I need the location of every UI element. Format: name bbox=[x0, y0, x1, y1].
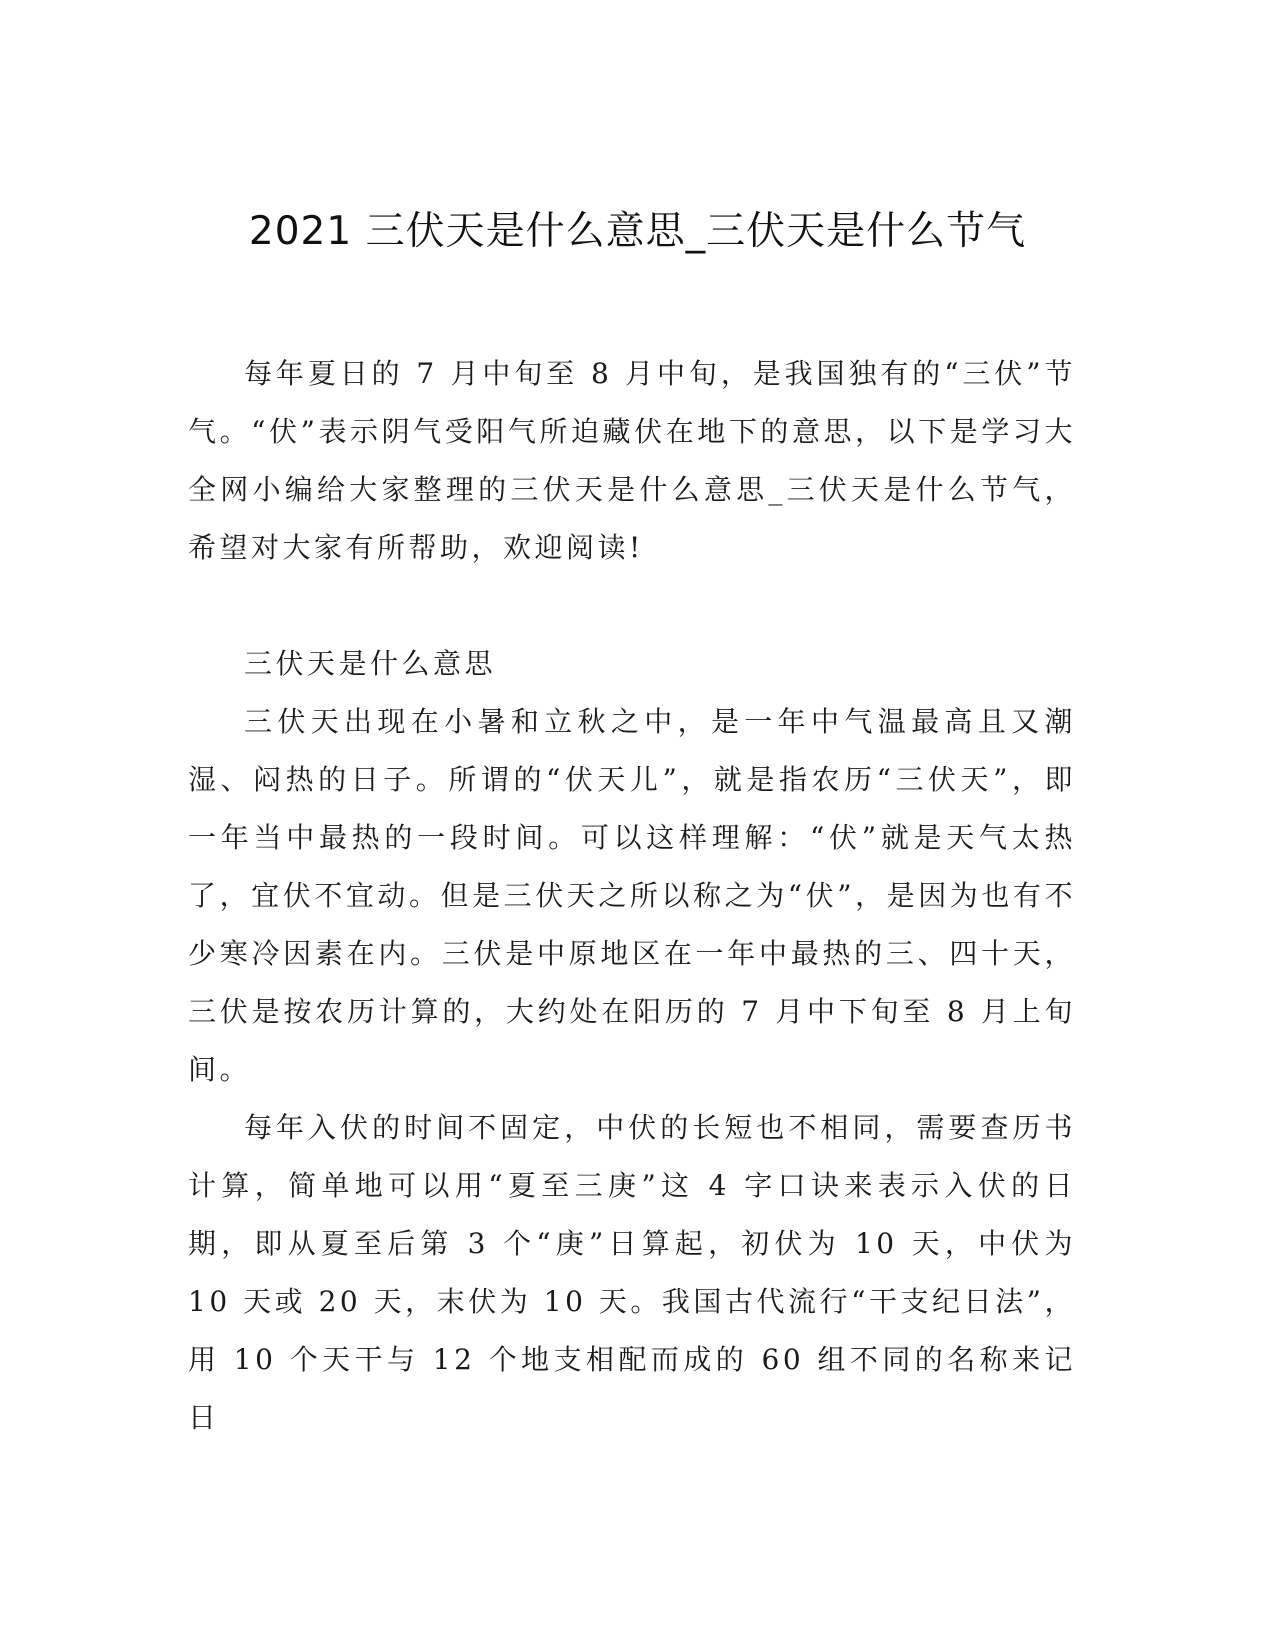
section-heading: 三伏天是什么意思 bbox=[244, 647, 497, 680]
body-paragraph: 每年入伏的时间不固定，中伏的长短也不相同，需要查历书计算，简单地可以用“夏至三庚”这 4 字口诀来表示入伏的日期，即从夏至后第 3 个“庚”日算起，初伏为 10 天，中伏为 10 天或 20 天，末伏为 10 天。我国古代流行“干支纪日法”，用 10 个天干与 12 个地支相配而成的 60 组不同的名称来记日 bbox=[188, 1111, 1076, 1434]
body-paragraph: 三伏天出现在小暑和立秋之中，是一年中气温最高且又潮湿、闷热的日子。所谓的“伏天儿”，就是指农历“三伏天”，即一年当中最热的一段时间。可以这样理解：“伏”就是天气太热了，宜伏不宜动。但是三伏天之所以称之为“伏”，是因为也有不少寒冷因素在内。三伏是中原地区在一年中最热的三、四十天，三伏是按农历计算的，大约处在阳历的 7 月中下旬至 8 月上旬间。 bbox=[188, 705, 1076, 1086]
document-title: 2021 三伏天是什么意思_三伏天是什么节气 bbox=[248, 209, 1027, 254]
intro-paragraph: 每年夏日的 7 月中旬至 8 月中旬，是我国独有的“三伏”节气。“伏”表示阴气受阳气所迫藏伏在地下的意思，以下是学习大全网小编给大家整理的三伏天是什么意思_三伏天是什么节气，希望对大家有所帮助，欢迎阅读! bbox=[188, 357, 1076, 564]
document-body bbox=[188, 345, 1076, 1447]
